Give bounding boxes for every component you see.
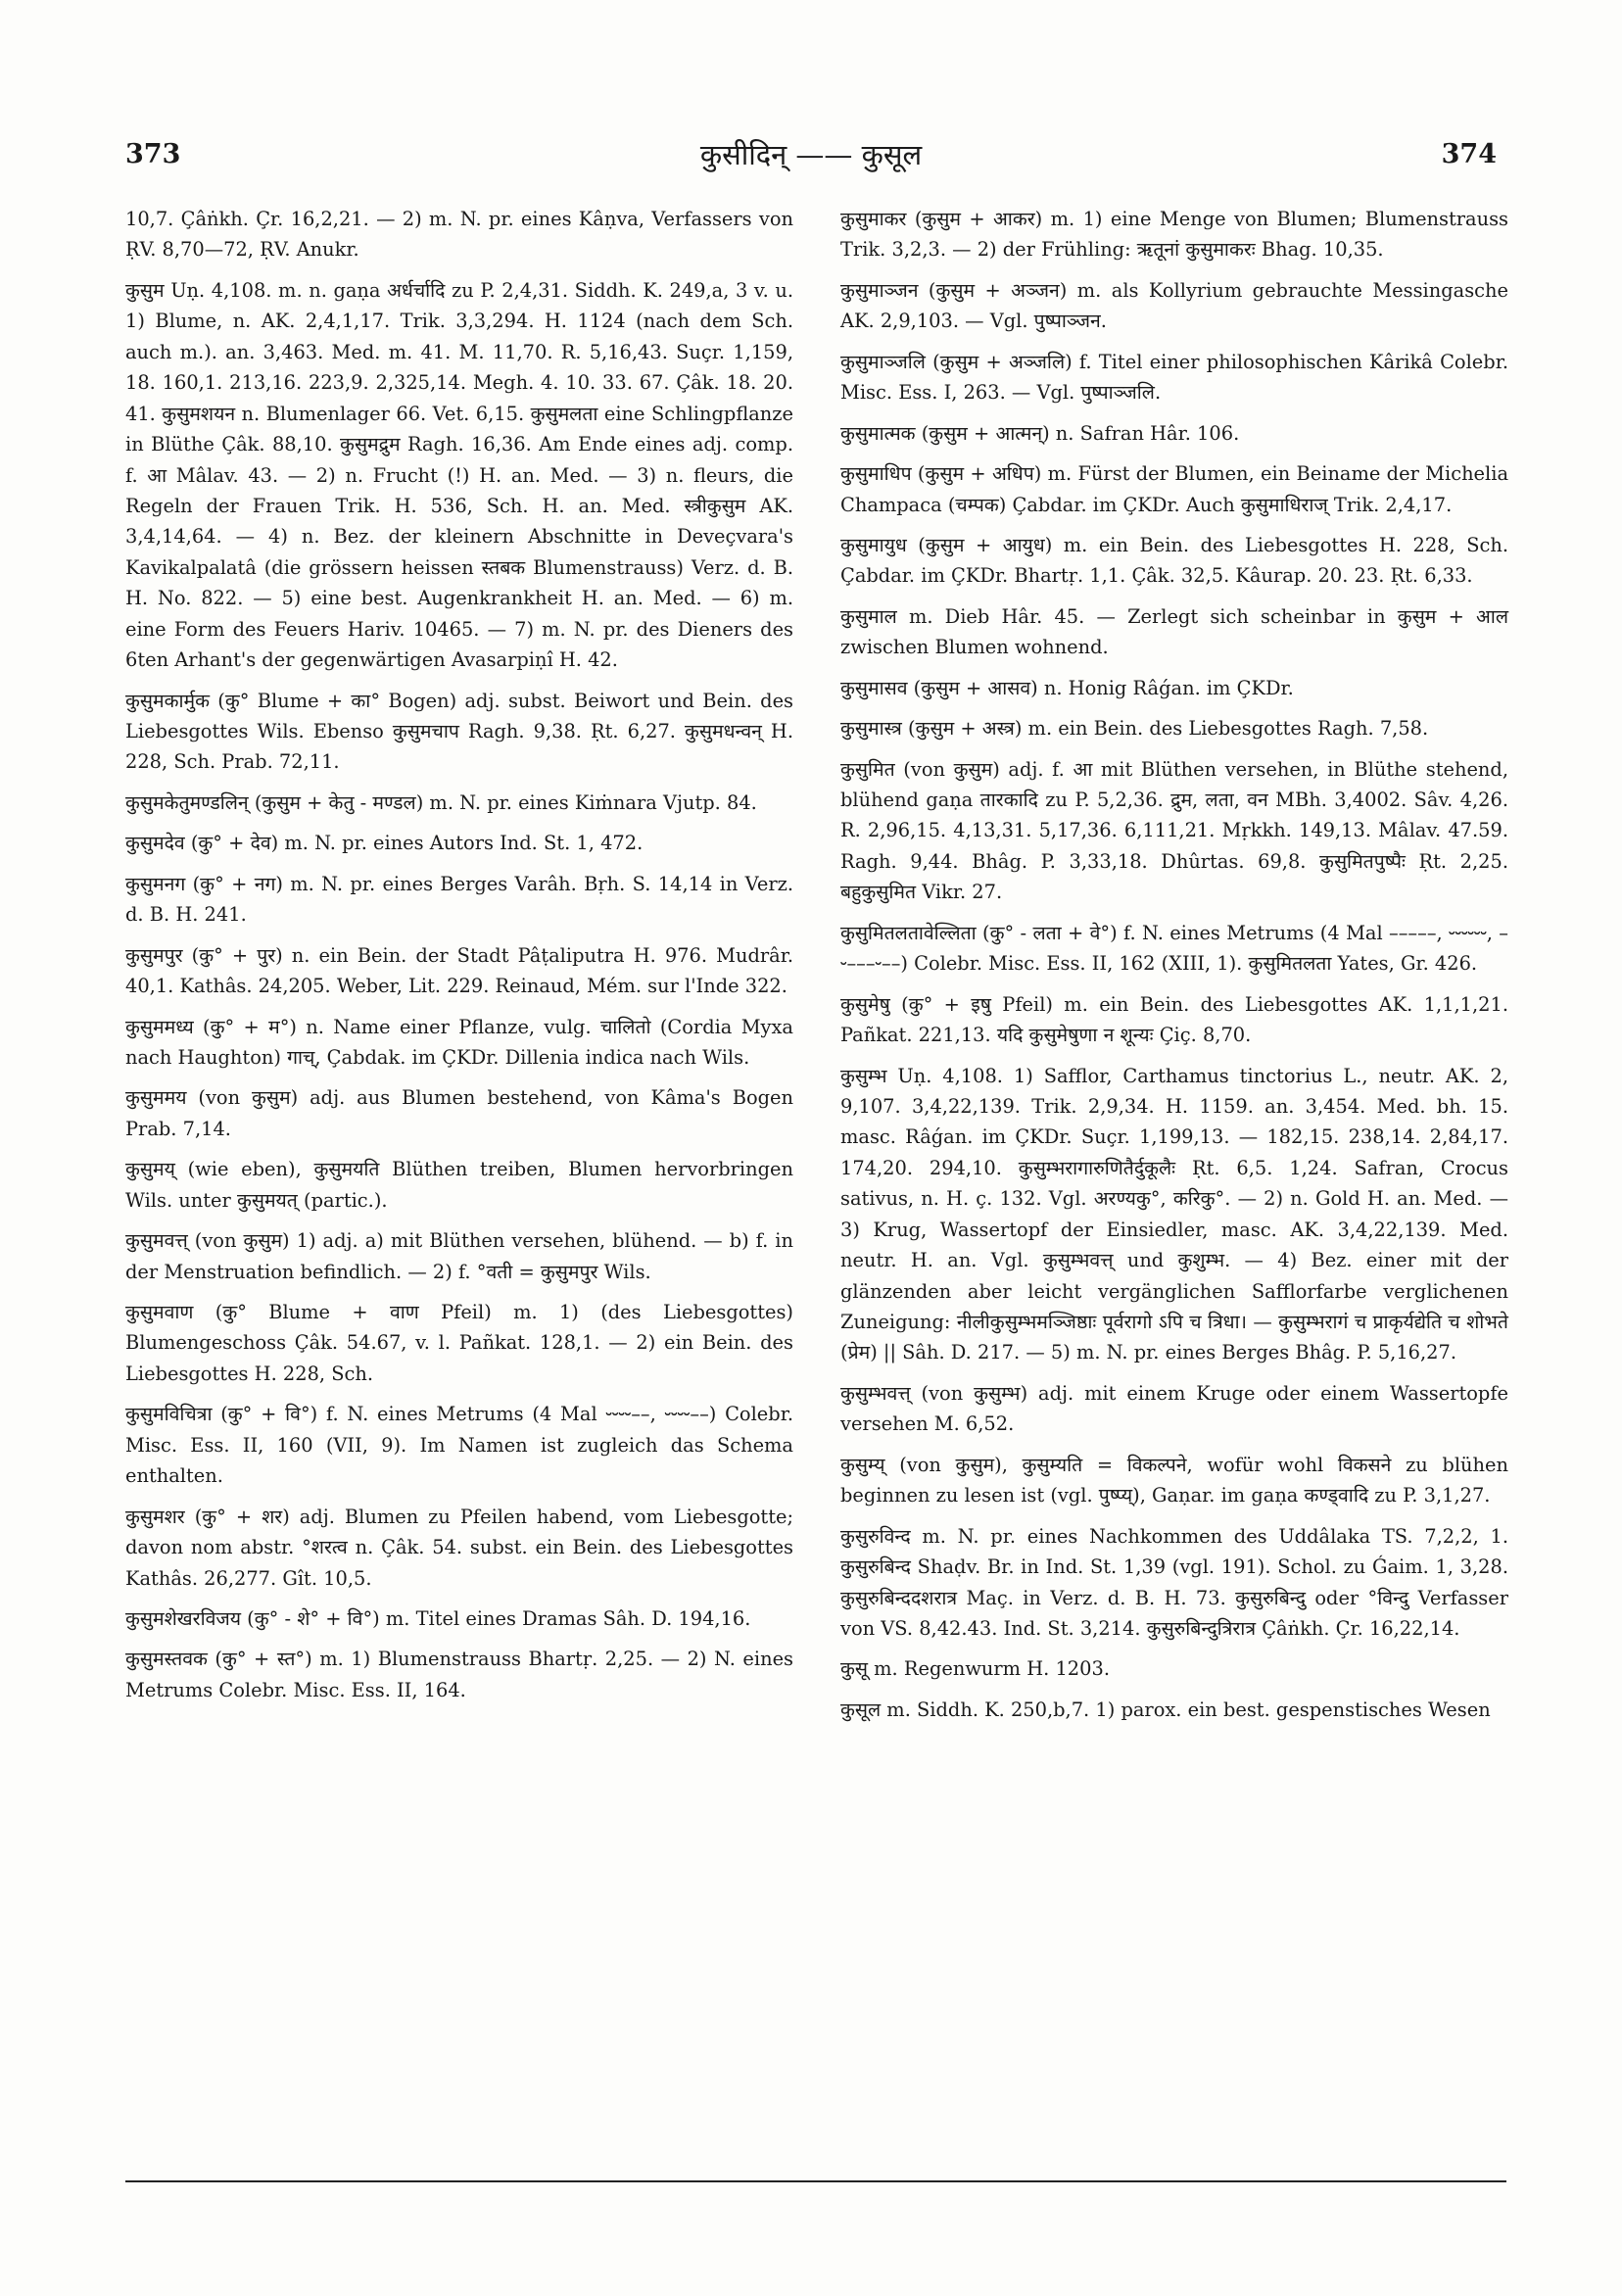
dictionary-entry: कुसुमदेव (कु° + देव) m. N. pr. eines Autors Ind. St. 1, 472.: [125, 832, 644, 855]
dictionary-entry: कुसुममय (von कुसुम) adj. aus Blumen bestehend, von Kâma's Bogen Prab. 7,14.: [125, 1086, 793, 1140]
dictionary-entry: कुसुम Uṇ. 4,108. m. n. gaṇa अर्धर्चादि zu P. 2,4,31. Siddh. K. 249,a, 3 v. u. 1) Blume, n. AK. 2,4,1,17. Trik. 3,3,294. H. 1124 (nach dem Sch. auch m.). an. 3,463. Med. m. 41. M. 11,70. R. 5,16,43. Suçr. 1,159, 18. 160,1. 213,16. 223,9. 2,325,14. Megh. 4. 10. 33. 67. Çâk. 18. 20. 41. कुसुमशयन n. Blumenlager 66. Vet. 6,15. कुसुमलता eine Schlingpflanze in Blüthe Çâk. 88,10. कुसुमद्रुम Ragh. 16,36. Am Ende eines adj. comp. f. आ Mâlav. 43. — 2) n. Frucht (!) H. an. Med. — 3) n. fleurs, die Regeln der Frauen Trik. H. 536, Sch. H. an. Med. स्त्रीकुसुम AK. 3,4,14,64. — 4) n. Bez. der kleinern Abschnitte in Deveçvara's Kavikalpalatâ (die grössern heissen स्तबक Blumenstrauss) Verz. d. B. H. No. 822. — 5) eine best. Augenkrankheit H. an. Med. — 6) m. eine Form des Feuers Hariv. 10465. — 7) m. N. pr. des Dieners des 6ten Arhant's der gegenwärtigen Avasarpiṇî H. 42.: [125, 278, 793, 672]
dictionary-entry: कुसुमविचित्रा (कु° + वि°) f. N. eines Metrums (4 Mal ⏑⏑⏑⏑––, ⏑⏑⏑⏑––) Colebr. Misc. Ess. II, 160 (VII, 9). Im Namen ist zugleich das Schema enthalten.: [125, 1403, 793, 1488]
dictionary-entry: कुसुमितलतावेल्लिता (कु° - लता + वे°) f. N. eines Metrums (4 Mal –––––, ⏑⏑⏑⏑⏑⏑, –⏑–––⏑––) Colebr. Misc. Ess. II, 162 (XIII, 1). कुसुमितलता Yates, Gr. 426.: [840, 921, 1508, 976]
dictionary-entry: कुसुमनग (कु° + नग) m. N. pr. eines Berges Varâh. Bṛh. S. 14,14 in Verz. d. B. H. 241.: [125, 872, 793, 927]
left-page-number: 373: [125, 139, 181, 169]
page-header: [125, 135, 1497, 178]
dictionary-entry: कुसुमायुध (कुसुम + आयुध) m. ein Bein. des Liebesgottes H. 228, Sch. Çabdar. im ÇKDr. Bhartṛ. 1,1. Çâk. 32,5. Kâurap. 20. 23. Ṛt. 6,33.: [840, 533, 1508, 588]
dictionary-entry: कुसुममध्य (कु° + म°) n. Name einer Pflanze, vulg. चालितो (Cordia Myxa nach Haughton) गाच्, Çabdak. im ÇKDr. Dillenia indica nach Wils.: [125, 1015, 793, 1069]
dictionary-entry: कुसुमय् (wie eben), कुसुमयति Blüthen treiben, Blumen hervorbringen Wils. unter कुसुमयत् (partic.).: [125, 1158, 793, 1212]
dictionary-entry: कुसुमेषु (कु° + इषु Pfeil) m. ein Bein. des Liebesgottes AK. 1,1,1,21. Pañkat. 221,13. यदि कुसुमेषुणा न शून्यः Çiç. 8,70.: [840, 992, 1508, 1047]
dictionary-entry: कुसुमासव (कुसुम + आसव) n. Honig Râǵan. im ÇKDr.: [840, 676, 1294, 699]
dictionary-entry: 10,7. Çâṅkh. Çr. 16,2,21. — 2) m. N. pr. eines Kâṇva, Verfassers von ṚV. 8,70—72, ṚV. Anukr.: [125, 208, 793, 262]
dictionary-entry: कुसुमकार्मुक (कु° Blume + का° Bogen) adj. subst. Beiwort und Bein. des Liebesgottes Wils. Ebenso कुसुमचाप Ragh. 9,38. Ṛt. 6,27. कुसुमधन्वन् H. 228, Sch. Prab. 72,11.: [125, 689, 793, 774]
dictionary-entry: कुसुरुविन्द m. N. pr. eines Nachkommen des Uddâlaka TS. 7,2,2, 1. कुसुरुबिन्द Shaḍv. Br. in Ind. St. 1,39 (vgl. 191). Schol. zu Ǵaim. 1, 3,28. कुसुरुबिन्ददशरात्र Maç. in Verz. d. B. H. 73. कुसुरुबिन्दु oder °विन्दु Verfasser von VS. 8,42.43. Ind. St. 3,214. कुसुरुबिन्दुत्रिरात्र Çâṅkh. Çr. 16,22,14.: [840, 1524, 1508, 1640]
running-head: कुसीदिन् —— कुसूल: [699, 138, 923, 171]
dictionary-entry: कुसुमशर (कु° + शर) adj. Blumen zu Pfeilen habend, vom Liebesgotte; davon nom abstr. °शरत्व n. Çâk. 54. subst. ein Bein. des Liebesgottes Kathâs. 26,277. Gît. 10,5.: [125, 1505, 793, 1590]
dictionary-entry: कुसुम्भवत्त् (von कुसुम्भ) adj. mit einem Kruge oder einem Wassertopfe versehen M. 6,52.: [840, 1381, 1508, 1436]
dictionary-entry: कुसुमशेखरविजय (कु° - शे° + वि°) m. Titel eines Dramas Sâh. D. 194,16.: [125, 1606, 751, 1630]
dictionary-entry: कुसुमवाण (कु° Blume + वाण Pfeil) m. 1) (des Liebesgottes) Blumengeschoss Çâk. 54.67, v. l. Pañkat. 128,1. — 2) ein Bein. des Liebesgottes H. 228, Sch.: [125, 1301, 793, 1385]
right-column: [840, 204, 1508, 1735]
dictionary-entry: कुसुमाकर (कुसुम + आकर) m. 1) eine Menge von Blumen; Blumenstrauss Trik. 3,2,3. — 2) der Frühling: ऋतूनां कुसुमाकरः Bhag. 10,35.: [840, 208, 1508, 262]
dictionary-entry: कुसू m. Regenwurm H. 1203.: [840, 1657, 1110, 1681]
dictionary-entry: कुसुमाञ्जलि (कुसुम + अञ्जलि) f. Titel einer philosophischen Kârikâ Colebr. Misc. Ess. I, 263. — Vgl. पुष्पाञ्जलि.: [840, 350, 1508, 405]
dictionary-entry: कुसुमाधिप (कुसुम + अधिप) m. Fürst der Blumen, ein Beiname der Michelia Champaca (चम्पक) Çabdar. im ÇKDr. Auch कुसुमाधिराज् Trik. 2,4,17.: [840, 462, 1508, 516]
dictionary-entry: कुसुमात्मक (कुसुम + आत्मन्) n. Safran Hâr. 106.: [840, 421, 1240, 445]
right-page-number: 374: [1441, 139, 1497, 169]
dictionary-entry: कुसुमास्त्र (कुसुम + अस्त्र) m. ein Bein. des Liebesgottes Ragh. 7,58.: [840, 717, 1429, 741]
bottom-rule: [125, 2180, 1506, 2182]
left-column: [125, 204, 793, 1715]
dictionary-entry: कुसुमवत्त् (von कुसुम) 1) adj. a) mit Blüthen versehen, blühend. — b) f. in der Menstruation befindlich. — 2) f. °वती = कुसुमपुर Wils.: [125, 1229, 793, 1283]
dictionary-entry: कुसुमस्तवक (कु° + स्त°) m. 1) Blumenstrauss Bhartṛ. 2,25. — 2) N. eines Metrums Colebr. Misc. Ess. II, 164.: [125, 1648, 793, 1701]
dictionary-entry: कुसुमपुर (कु° + पुर) n. ein Bein. der Stadt Pâṭaliputra H. 976. Mudrâr. 40,1. Kathâs. 24,205. Weber, Lit. 229. Reinaud, Mém. sur l'Inde 322.: [125, 943, 793, 998]
dictionary-entry: कुसुमित (von कुसुम) adj. f. आ mit Blüthen versehen, in Blüthe stehend, blühend gaṇa तारकादि zu P. 5,2,36. द्रुम, लता, वन MBh. 3,4002. Sâv. 4,26. R. 2,96,15. 4,13,31. 5,17,36. 6,111,21. Mṛkkh. 149,13. Mâlav. 47.59. Ragh. 9,44. Bhâg. P. 3,33,18. Dhûrtas. 69,8. कुसुमितपुष्पैः Ṛt. 2,25. बहुकुसुमित Vikr. 27.: [840, 757, 1508, 904]
dictionary-entry: कुसुमाञ्जन (कुसुम + अञ्जन) m. als Kollyrium gebrauchte Messingasche AK. 2,9,103. — Vgl. पुष्पाञ्जन.: [840, 278, 1508, 333]
dictionary-entry: कुसुम्य् (von कुसुम), कुसुम्यति = विकल्पने, wofür wohl विकसने zu blühen beginnen zu lesen ist (vgl. पुष्प्य्), Gaṇar. im gaṇa कण्ड्वादि zu P. 3,1,27.: [840, 1453, 1508, 1507]
dictionary-entry: कुसुम्भ Uṇ. 4,108. 1) Safflor, Carthamus tinctorius L., neutr. AK. 2, 9,107. 3,4,22,139. Trik. 2,9,34. H. 1159. an. 3,454. Med. bh. 15. masc. Râǵan. im ÇKDr. Suçr. 1,199,13. — 182,15. 238,14. 2,84,17. 174,20. 294,10. कुसुम्भरागारुणितैर्दुकूलैः Ṛt. 6,5. 1,24. Safran, Crocus sativus, n. H. ç. 132. Vgl. अरण्यकु°, करिकु°. — 2) n. Gold H. an. Med. — 3) Krug, Wassertopf der Einsiedler, masc. AK. 3,4,22,139. Med. neutr. H. an. Vgl. कुसुम्भवत्त् und कुशुम्भ. — 4) Bez. einer mit der glänzenden aber leicht vergänglichen Safflorfarbe verglichenen Zuneigung: नीलीकुसुम्भमञ्जिष्ठाः पूर्वरागो ऽपि च त्रिधा। — कुसुम्भरागं च प्राकृर्यद्येति च शोभते (प्रेम) || Sâh. D. 217. — 5) m. N. pr. eines Berges Bhâg. P. 5,16,27.: [840, 1064, 1508, 1364]
dictionary-entry: कुसुमकेतुमण्डलिन् (कुसुम + केतु - मण्डल) m. N. pr. eines Kiṁnara Vjutp. 84.: [125, 790, 757, 814]
dictionary-entry: कुसूल m. Siddh. K. 250,b,7. 1) parox. ein best. gespenstisches Wesen: [840, 1698, 1491, 1721]
dictionary-entry: कुसुमाल m. Dieb Hâr. 45. — Zerlegt sich scheinbar in कुसुम + आल zwischen Blumen wohnend.: [840, 604, 1508, 659]
